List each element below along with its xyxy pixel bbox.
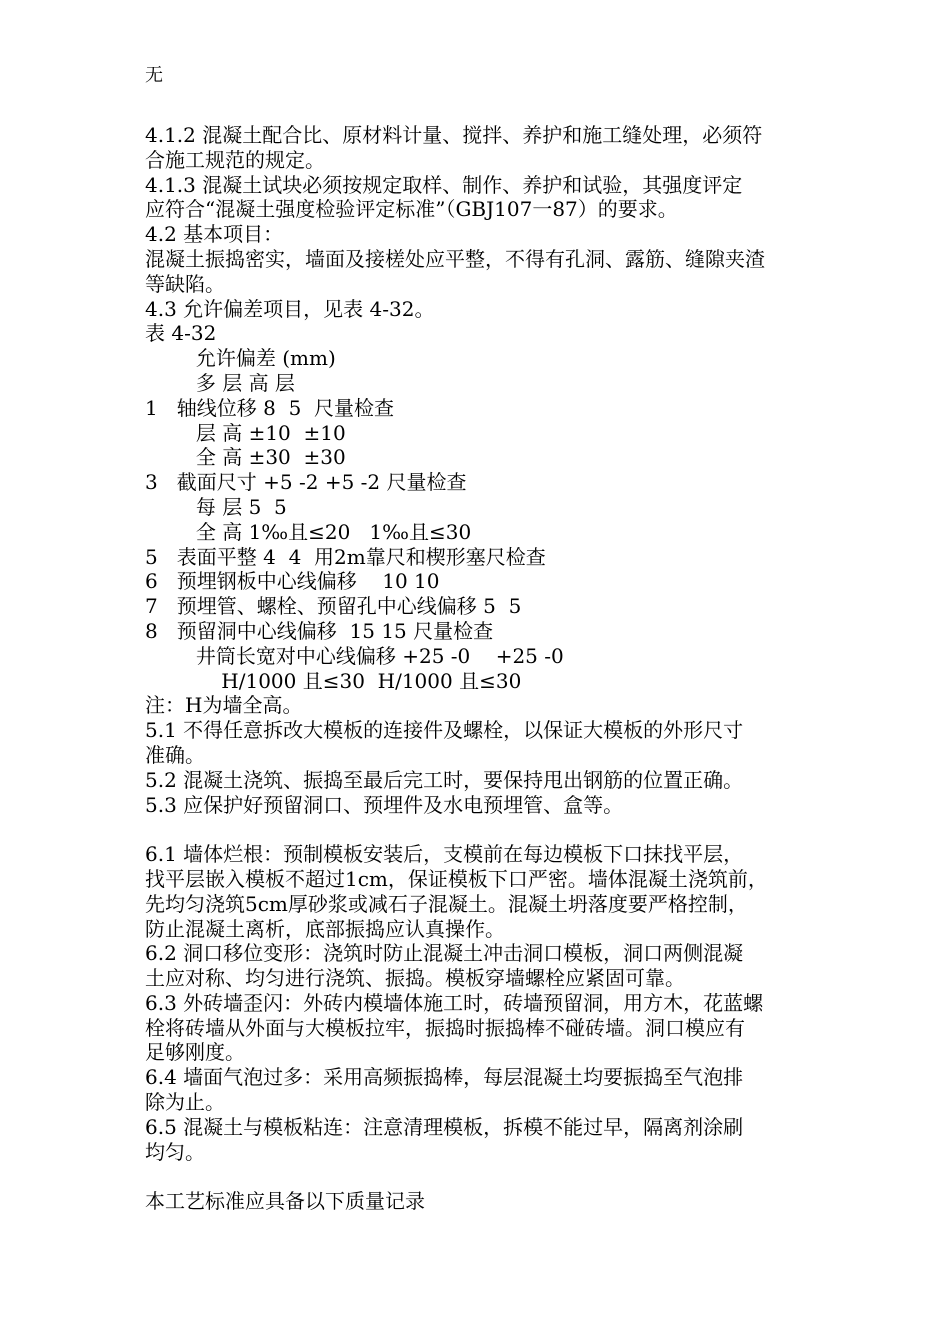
text-line: 5.2 混凝土浇筑、振捣至最后完工时，要保持甩出钢筋的位置正确。: [145, 767, 744, 792]
text-line: 6.3 外砖墙歪闪：外砖内模墙体施工时，砖墙预留洞，用方木，花蓝螺: [145, 990, 764, 1015]
text-line: 多 层 高 层: [145, 370, 295, 395]
blank-line: [145, 1164, 815, 1189]
blank-line: [145, 817, 815, 842]
text-line: 1 轴线位移 8 5 尺量检查: [145, 395, 395, 420]
text-line: 6.5 混凝土与模板粘连：注意清理模板，拆模不能过早，隔离剂涂刷: [145, 1114, 744, 1139]
text-line: 6.4 墙面气泡过多：采用高频振捣棒，每层混凝土均要振捣至气泡排: [145, 1065, 744, 1090]
text-line: 足够刚度。: [145, 1040, 245, 1065]
text-line: 6.1 墙体烂根：预制模板安装后，支模前在每边模板下口抹找平层，: [145, 842, 744, 867]
text-line: 井筒长宽对中心线偏移 +25 -0 +25 -0: [145, 643, 564, 668]
text-line: 混凝土振捣密实，墙面及接槎处应平整，不得有孔洞、露筋、缝隙夹渣: [145, 246, 765, 271]
text-line: 5.3 应保护好预留洞口、预埋件及水电预埋管、盒等。: [145, 792, 624, 817]
text-line: 3 截面尺寸 +5 -2 +5 -2 尺量检查: [145, 470, 467, 495]
text-line: 等缺陷。: [145, 271, 225, 296]
text-line: 应符合“混凝土强度检验评定标准”（GBJ107一87）的要求。: [145, 197, 678, 222]
text-line: 全 高 ±30 ±30: [145, 445, 346, 470]
text-line: 4.1.3 混凝土试块必须按规定取样、制作、养护和试验，其强度评定: [145, 172, 743, 197]
text-line: 7 预埋管、螺栓、预留孔中心线偏移 5 5: [145, 594, 522, 619]
text-line: 4.1.2 混凝土配合比、原材料计量、搅拌、养护和施工缝处理，必须符: [145, 123, 763, 147]
text-line: H/1000 且≤30 H/1000 且≤30: [145, 668, 522, 693]
text-line: 栓将砖墙从外面与大模板拉牢，振捣时振捣棒不碰砖墙。洞口模应有: [145, 1015, 745, 1040]
text-line: 土应对称、均匀进行浇筑、振捣。模板穿墙螺栓应紧固可靠。: [145, 966, 685, 991]
text-line: 本工艺标准应具备以下质量记录: [145, 1189, 425, 1214]
text-line: 6.2 洞口移位变形：浇筑时防止混凝土冲击洞口模板，洞口两侧混凝: [145, 941, 744, 966]
text-line: 全 高 1‰且≤20 1‰且≤30: [145, 519, 472, 544]
text-line: 层 高 ±10 ±10: [145, 420, 346, 445]
text-line: 均匀。: [145, 1139, 205, 1164]
text-line: 注：H为墙全高。: [145, 693, 303, 718]
text-line: 准确。: [145, 742, 205, 767]
text-line: 合施工规范的规定。: [145, 147, 325, 172]
text-line: 除为止。: [145, 1090, 225, 1115]
text-line: 5.1 不得任意拆改大模板的连接件及螺栓，以保证大模板的外形尺寸: [145, 718, 744, 743]
text-line: 先均匀浇筑5cm厚砂浆或减石子混凝土。混凝土坍落度要严格控制，: [145, 891, 748, 916]
text-line: 4.3 允许偏差项目，见表 4-32。: [145, 296, 435, 321]
text-line: 找平层嵌入模板不超过1cm，保证模板下口严密。墙体混凝土浇筑前，: [145, 866, 768, 891]
text-line: 表 4-32: [145, 321, 217, 346]
text-line: 8 预留洞中心线偏移 15 15 尺量检查: [145, 618, 494, 643]
text-line: 每 层 5 5: [145, 494, 287, 519]
text-line: 允许偏差 (mm): [145, 346, 336, 371]
document-body: [145, 123, 815, 1214]
text-line: 4.2 基本项目：: [145, 222, 284, 247]
text-line: 防止混凝土离析，底部振捣应认真操作。: [145, 916, 505, 941]
page-header: 无: [145, 65, 163, 86]
text-line: 5 表面平整 4 4 用2m靠尺和楔形塞尺检查: [145, 544, 546, 569]
text-line: 6 预埋钢板中心线偏移 10 10: [145, 569, 440, 594]
